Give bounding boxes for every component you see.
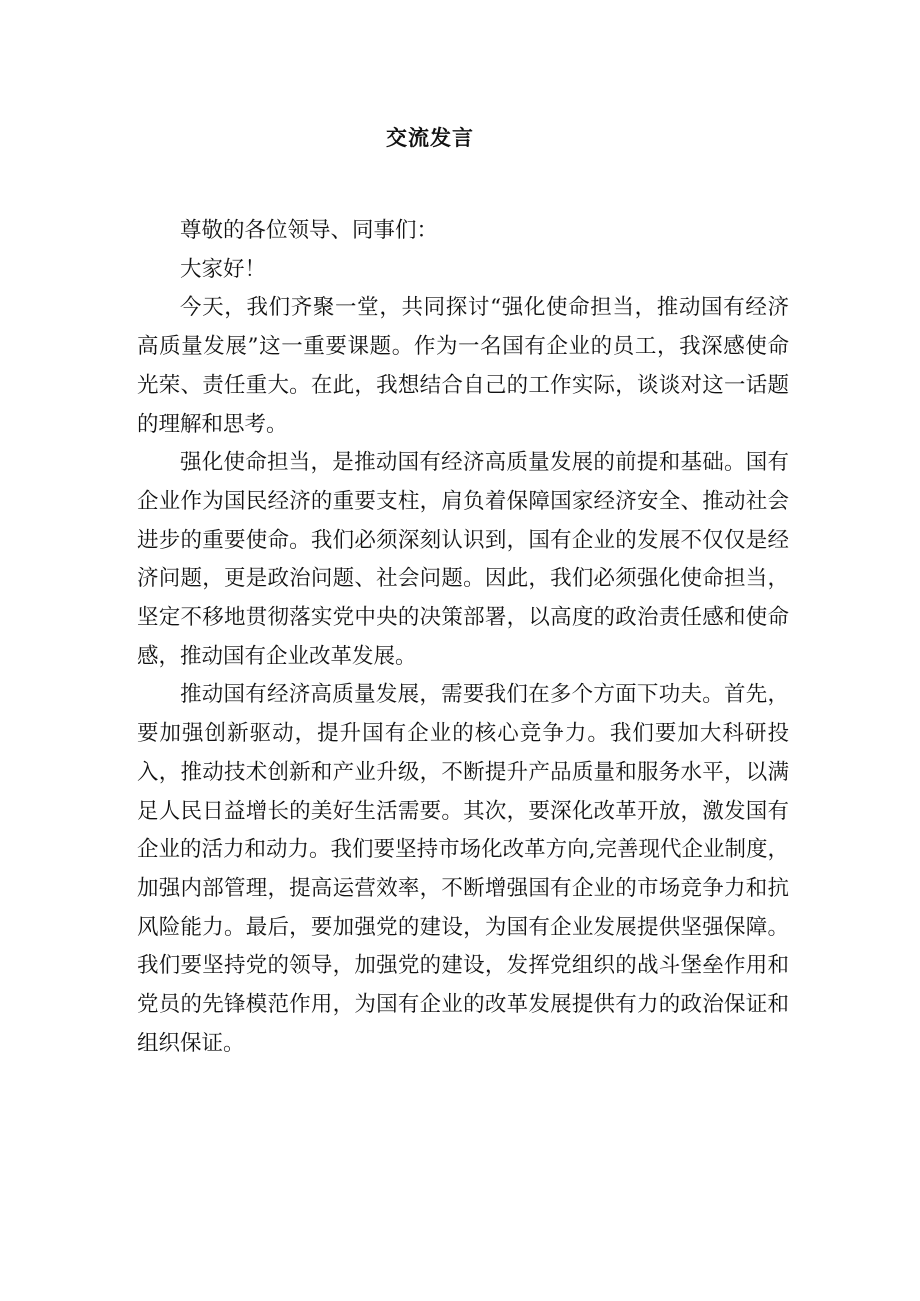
salutation: 尊敬的各位领导、同事们： <box>180 218 439 243</box>
body-paragraph: 今天，我们齐聚一堂，共同探讨“强化使命担当，推动国有经济高质量发展”这一重要课题。作为一名国有企业的员工，我深感使命光荣、责任重大。在此，我想结合自己的工作实际，谈谈对这一话题的理解和思考。 <box>137 295 789 437</box>
body-paragraph: 强化使命担当，是推动国有经济高质量发展的前提和基础。国有企业作为国民经济的重要支柱，肩负着保障国家经济安全、推动社会进步的重要使命。我们必须深刻认识到，国有企业的发展不仅仅是经济问题，更是政治问题、社会问题。因此，我们必须强化使命担当，坚定不移地贯彻落实党中央的决策部署，以高度的政治责任感和使命感，推动国有企业改革发展。 <box>137 450 789 669</box>
greeting: 大家好！ <box>180 256 267 282</box>
document-title: 交流发言 <box>386 125 474 150</box>
body-paragraph: 推动国有经济高质量发展，需要我们在多个方面下功夫。首先，要加强创新驱动，提升国有企业的核心竞争力。我们要加大科研投入，推动技术创新和产业升级，不断提升产品质量和服务水平，以满足人民日益增长的美好生活需要。其次，要深化改革开放，激发国有企业的活力和动力。我们要坚持市场化改革方向,完善现代企业制度，加强内部管理，提高运营效率，不断增强国有企业的市场竞争力和抗风险能力。最后，要加强党的建设，为国有企业发展提供坚强保障。我们要坚持党的领导，加强党的建设，发挥党组织的战斗堡垒作用和党员的先锋模范作用，为国有企业的改革发展提供有力的政治保证和组织保证。 <box>137 682 789 1056</box>
document-body <box>137 212 789 1063</box>
